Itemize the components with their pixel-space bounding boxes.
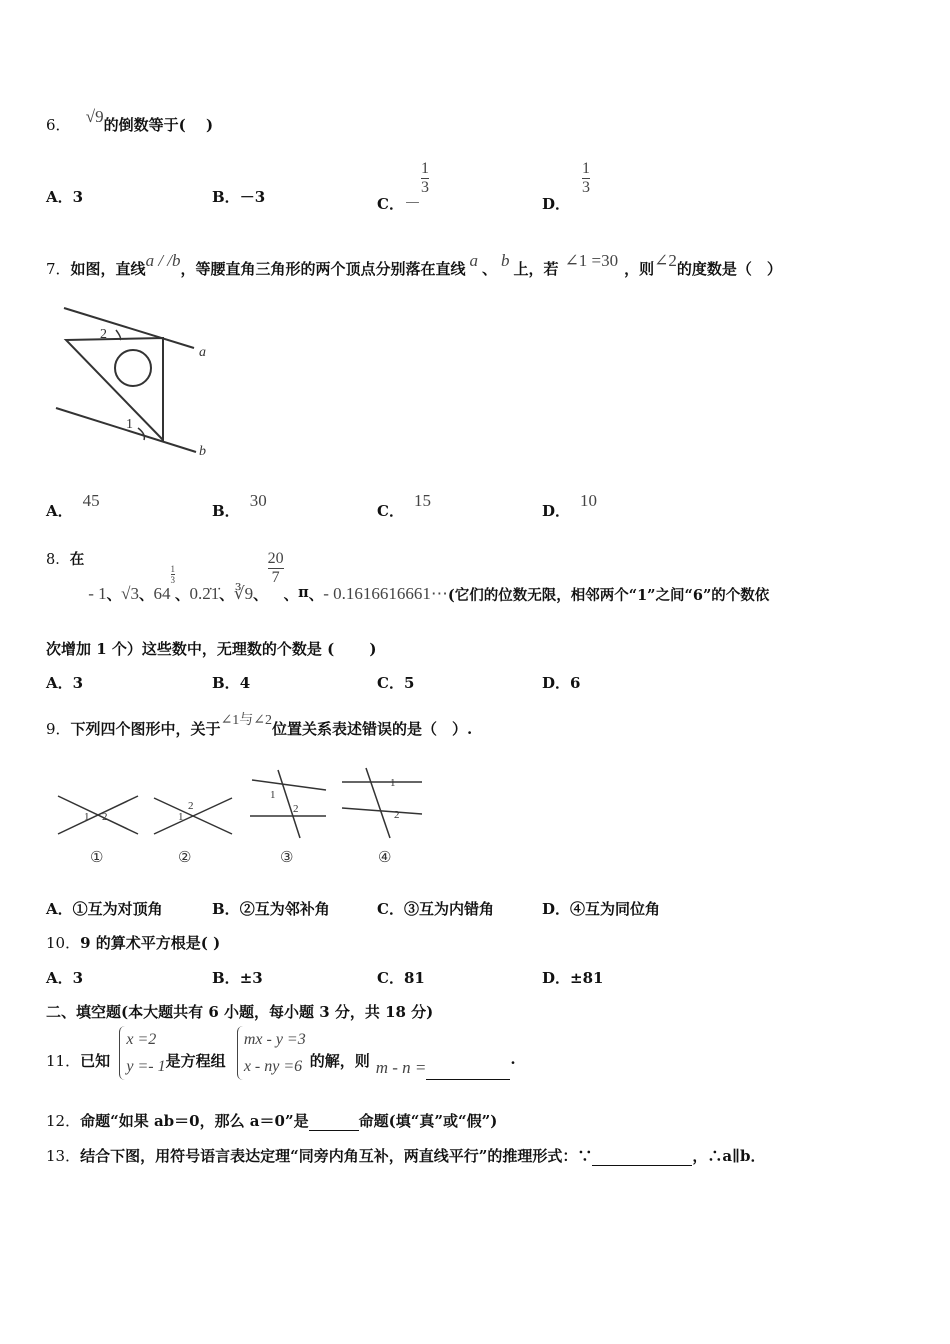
- q8-sep: 、: [175, 587, 190, 604]
- fraction-one-third: [582, 160, 590, 197]
- denominator: 7: [271, 569, 280, 586]
- figure-4-label: ④: [378, 850, 392, 866]
- numerator: 1: [420, 160, 429, 177]
- minus-sign: －: [403, 193, 421, 213]
- figure-3-label: ③: [280, 850, 294, 866]
- q7-math: a / /b: [145, 251, 181, 270]
- q11-system-1: [119, 1026, 165, 1080]
- q8-math: - 1: [88, 584, 107, 603]
- denominator: 3: [170, 575, 175, 585]
- q9-option-d[interactable]: [542, 898, 660, 919]
- q7-text: 上，若: [513, 260, 559, 278]
- q6-option-a[interactable]: [46, 186, 83, 207]
- q8-text: (它们的位数无限，相邻两个“1”之间“6”的个数依: [447, 587, 770, 604]
- option-value: 30: [249, 491, 267, 510]
- q11-number: 11．: [46, 1052, 81, 1070]
- q10-option-b[interactable]: [212, 967, 263, 988]
- q8-option-d[interactable]: [542, 672, 580, 693]
- q9-number: 9．: [46, 720, 71, 738]
- angle-1-label: 1: [178, 811, 184, 823]
- triangle: [66, 338, 163, 440]
- q12-stem: [46, 1110, 497, 1131]
- q10-option-a[interactable]: [46, 967, 83, 988]
- q9-figure-2: [154, 798, 232, 866]
- option-value: ③互为内错角: [403, 900, 494, 918]
- option-label: D．: [542, 674, 571, 692]
- q7-option-a[interactable]: [46, 491, 100, 521]
- q13-number: 13．: [46, 1147, 81, 1165]
- option-label: C．: [377, 674, 404, 692]
- q7-math: a: [469, 251, 479, 270]
- q7-figure: [46, 300, 226, 465]
- option-label: A．: [46, 969, 73, 987]
- q7-option-b[interactable]: [212, 491, 267, 521]
- option-label: B．: [212, 188, 240, 206]
- option-label: D．: [542, 969, 571, 987]
- option-value: 5: [403, 674, 415, 692]
- option-value: 3: [72, 969, 84, 987]
- angle-1-label: 1: [270, 789, 276, 801]
- option-value: ①互为对顶角: [72, 900, 163, 918]
- q7-text: ，则: [624, 260, 655, 278]
- q8-option-b[interactable]: [212, 672, 250, 693]
- q8-text: 在: [69, 551, 85, 568]
- q8-sep: 、: [283, 587, 299, 604]
- q8-math: ∛9: [233, 584, 254, 603]
- q9-option-c[interactable]: [377, 898, 494, 919]
- q8-sep: 、: [106, 587, 122, 604]
- option-label: C．: [377, 194, 404, 213]
- q10-number: 10．: [46, 934, 81, 952]
- option-label: B．: [212, 969, 240, 987]
- option-value: 6: [570, 674, 581, 692]
- option-label: A．: [46, 502, 73, 520]
- option-value: 4: [239, 674, 251, 692]
- q8-option-c[interactable]: [377, 672, 414, 693]
- option-label: B．: [212, 900, 240, 918]
- q12-text: 命题“如果 ab＝0，那么 a＝0”是: [80, 1112, 309, 1130]
- q12-text: 命题(填“真”或“假”): [358, 1112, 498, 1130]
- option-value: 10: [580, 491, 598, 510]
- option-label: D．: [542, 900, 571, 918]
- q6-option-d[interactable]: [542, 160, 591, 213]
- q8-fraction: [268, 550, 284, 587]
- q8-math: 64: [153, 584, 171, 603]
- numerator: 20: [267, 550, 284, 567]
- q7-text: 、: [482, 260, 498, 278]
- q11-text: 已知: [80, 1052, 111, 1070]
- q7-number: 7．: [46, 260, 71, 278]
- equation: mx - y =3: [243, 1031, 306, 1048]
- line-a: [64, 308, 194, 348]
- q13-stem: [46, 1145, 766, 1166]
- denominator: 3: [582, 179, 591, 196]
- denominator: 3: [420, 179, 429, 196]
- option-value: 15: [413, 491, 431, 510]
- q12-number: 12．: [46, 1112, 81, 1130]
- equation: y =- 1: [126, 1058, 166, 1075]
- q9-text: 位置关系表述错误的是（ ）.: [272, 720, 473, 738]
- q11-stem: [46, 1026, 516, 1082]
- q9-math: ∠1与∠2: [220, 713, 273, 728]
- q9-figures: [50, 762, 440, 872]
- q8-math: √3: [121, 584, 139, 603]
- option-value: ±81: [570, 969, 604, 987]
- option-label: A．: [46, 674, 73, 692]
- q7-math: ∠2: [654, 251, 677, 270]
- q6-sqrt-expression: √9: [85, 107, 104, 126]
- option-value: 3: [72, 674, 84, 692]
- option-value: ±3: [239, 969, 263, 987]
- q8-number: 8．: [46, 552, 70, 568]
- q13-answer-blank[interactable]: [592, 1149, 692, 1166]
- q8-sep: 、: [253, 587, 268, 604]
- angle-2-label: 2: [394, 809, 400, 821]
- q8-stem-line2: 次增加 1 个）这些数中，无理数的个数是 ( ): [46, 640, 377, 658]
- q7-option-c[interactable]: [377, 491, 431, 521]
- option-label: D．: [542, 194, 571, 213]
- angle-2-label: 2: [293, 803, 299, 815]
- option-value: 81: [403, 969, 425, 987]
- q7-text: 如图，直线: [70, 260, 146, 278]
- q8-pi: π: [298, 584, 309, 601]
- option-label: C．: [377, 969, 404, 987]
- option-value: 3: [72, 188, 84, 206]
- q8-sep: 、: [308, 587, 324, 604]
- option-value: ④互为同位角: [570, 900, 661, 918]
- q11-text: 的解，则: [309, 1052, 370, 1070]
- q6-stem: [46, 107, 214, 135]
- q9-text: 下列四个图形中，关于: [70, 720, 221, 738]
- q13-text: ，∴a∥b．: [692, 1147, 766, 1165]
- q10-stem: [46, 932, 220, 953]
- q6-option-c[interactable]: [377, 160, 429, 213]
- option-label: C．: [377, 502, 404, 520]
- equation: x - ny =6: [243, 1058, 303, 1075]
- q6-number: 6．: [46, 116, 71, 134]
- angle-2-label: 2: [188, 800, 194, 812]
- q11-system-2: [237, 1026, 306, 1080]
- option-label: A．: [46, 900, 73, 918]
- q6-option-b[interactable]: [212, 186, 265, 207]
- option-value: －3: [239, 188, 266, 206]
- q6-question-text: 的倒数等于( ): [103, 116, 214, 134]
- q13-text: 结合下图，用符号语言表达定理“同旁内角互补，两直线平行”的推理形式：∵: [80, 1147, 593, 1165]
- numerator: 1: [170, 564, 175, 574]
- option-value: 45: [82, 491, 100, 510]
- figure-2-label: ②: [178, 850, 192, 866]
- q7-math: b: [501, 251, 510, 270]
- fraction-one-third: [421, 160, 429, 197]
- section-2-title: 二、填空题(本大题共有 6 小题，每小题 3 分，共 18 分): [46, 1003, 434, 1021]
- angle-1-label: 1: [84, 811, 90, 823]
- q9-option-a[interactable]: [46, 898, 163, 919]
- figure-1-label: ①: [90, 850, 104, 866]
- q11-math: m - n =: [375, 1058, 427, 1077]
- option-label: C．: [377, 900, 404, 918]
- q7-stem: [46, 251, 782, 279]
- angle-2-label: 2: [100, 327, 107, 342]
- q7-text: 的度数是（ ）: [676, 260, 782, 278]
- circle: [115, 350, 151, 386]
- angle-1-label: 1: [126, 417, 133, 432]
- q9-figure-4: [342, 768, 422, 866]
- line-b-label: b: [199, 444, 206, 459]
- q11-text: 是方程组: [165, 1052, 226, 1070]
- option-label: B．: [212, 674, 240, 692]
- q8-math: 0.2̇1̇: [189, 584, 220, 603]
- q11-text: .: [510, 1050, 516, 1068]
- angle-2-label: 2: [102, 811, 108, 823]
- q9-option-b[interactable]: [212, 898, 330, 919]
- numerator: 1: [582, 160, 591, 177]
- option-value: ②互为邻补角: [239, 900, 330, 918]
- q7-text: ，等腰直角三角形的两个顶点分别落在直线: [180, 260, 466, 278]
- q8-sep: 、: [219, 587, 234, 604]
- option-label: B．: [212, 502, 240, 520]
- q12-answer-blank[interactable]: [309, 1114, 359, 1131]
- q10-option-d[interactable]: [542, 967, 603, 988]
- q8-option-a[interactable]: [46, 672, 83, 693]
- q9-figure-1: [58, 796, 138, 866]
- q9-figure-3: [250, 770, 326, 866]
- q10-text: 9 的算术平方根是( ): [80, 934, 221, 952]
- option-label: D．: [542, 502, 571, 520]
- q9-stem: [46, 713, 473, 739]
- q7-math: ∠1 =30: [564, 251, 619, 270]
- q7-option-d[interactable]: [542, 491, 598, 521]
- q11-answer-blank[interactable]: [426, 1039, 510, 1080]
- angle-1-label: 1: [390, 777, 396, 789]
- option-label: A．: [46, 188, 73, 206]
- q8-exponent: [171, 564, 176, 585]
- q8-math: - 0.1616616661⋯: [323, 584, 448, 603]
- q8-sep: 、: [139, 587, 154, 604]
- q8-stem: [46, 548, 770, 604]
- q10-option-c[interactable]: [377, 967, 425, 988]
- line-a-label: a: [199, 345, 206, 360]
- equation: x =2: [126, 1031, 157, 1048]
